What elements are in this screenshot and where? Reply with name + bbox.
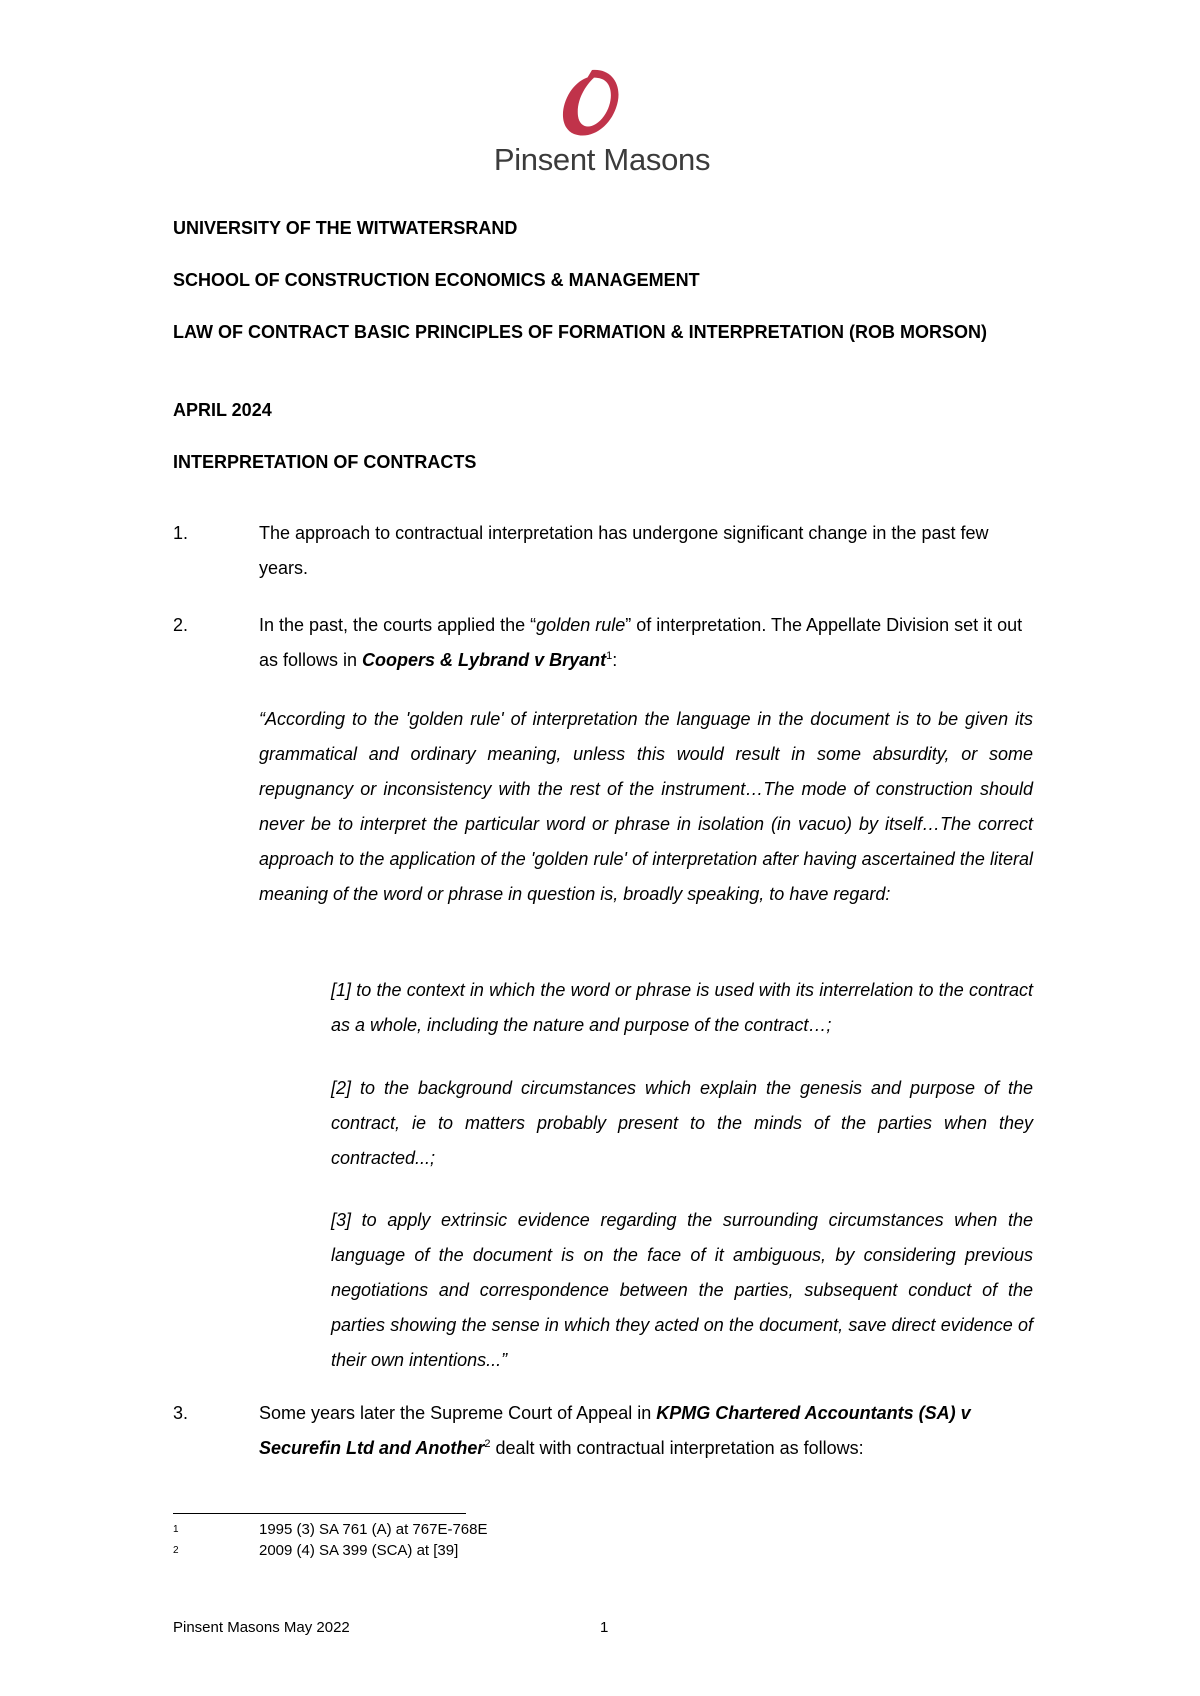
footnote-2-text: 2009 (4) SA 399 (SCA) at [39] xyxy=(259,1542,459,1559)
golden-rule-quote: “According to the 'golden rule' of interpretation the language in the document is to be given its grammatical and ordinary meaning, unless this would result in some absurdity, or some repugnancy or inconsistency with the rest of the instrument…The mode of construction should never be to interpret the particular word or phrase in isolation (in vacuo) by itself…The correct approach to the application of the 'golden rule' of interpretation after having ascertained the literal meaning of the word or phrase in question is, broadly speaking, to have regard: xyxy=(259,709,1033,904)
footnote-ref-1: 1 xyxy=(606,650,613,662)
case-name-coopers: Coopers & Lybrand v Bryant xyxy=(362,650,607,670)
footnote-2-number: 2 xyxy=(173,1545,179,1556)
paragraph-1-text: The approach to contractual interpretation has undergone significant change in the past few years. xyxy=(259,523,989,578)
page-number: 1 xyxy=(600,1619,609,1636)
case-name-kpmg: KPMG Chartered Accountants (SA) v Securefin Ltd and Another xyxy=(259,1403,971,1458)
heading-section: INTERPRETATION OF CONTRACTS xyxy=(173,452,477,472)
pinsent-masons-logo xyxy=(486,68,718,178)
footer-left: Pinsent Masons May 2022 xyxy=(173,1619,350,1636)
paragraph-2-number: 2. xyxy=(173,615,189,635)
logo-mark-icon xyxy=(552,68,652,142)
quote-point-2: [2] to the background circumstances which explain the genesis and purpose of the contract, ie to matters probably present to the minds of the parties when they contracted...; xyxy=(331,1078,1033,1168)
quote-point-3: [3] to apply extrinsic evidence regarding the surrounding circumstances when the language of the document is on the face of it ambiguous, by considering previous negotiations and correspondence between the parties, subsequent conduct of the parties showing the sense in which they acted on the document, save direct evidence of their own intentions...” xyxy=(331,1210,1033,1370)
footnote-divider xyxy=(173,1513,466,1514)
heading-university: UNIVERSITY OF THE WITWATERSRAND xyxy=(173,218,518,238)
quote-point-1: [1] to the context in which the word or phrase is used with its interrelation to the contract as a whole, including the nature and purpose of the contract…; xyxy=(331,980,1033,1035)
logo-wordmark: Pinsent Masons xyxy=(493,142,711,177)
paragraph-2-text: In the past, the courts applied the “golden rule” of interpretation. The Appellate Division set it out as follows in Coopers & Lybrand v Bryant$^1$: xyxy=(259,615,1023,670)
heading-course: LAW OF CONTRACT BASIC PRINCIPLES OF FORMATION & INTERPRETATION (ROB MORSON) xyxy=(173,322,987,342)
heading-date: APRIL 2024 xyxy=(173,400,272,420)
paragraph-1-number: 1. xyxy=(173,523,189,543)
paragraph-3-text: Some years later the Supreme Court of Appeal in KPMG Chartered Accountants (SA) v Securefin Ltd and Another$^2$ dealt with contractual interpretation as follows: xyxy=(259,1403,971,1458)
heading-school: SCHOOL OF CONSTRUCTION ECONOMICS & MANAGEMENT xyxy=(173,270,700,290)
footnote-1-text: 1995 (3) SA 761 (A) at 767E-768E xyxy=(259,1521,488,1538)
footnote-1-number: 1 xyxy=(173,1524,179,1535)
footnote-ref-2: 2 xyxy=(484,1438,491,1450)
paragraph-3-number: 3. xyxy=(173,1403,189,1423)
